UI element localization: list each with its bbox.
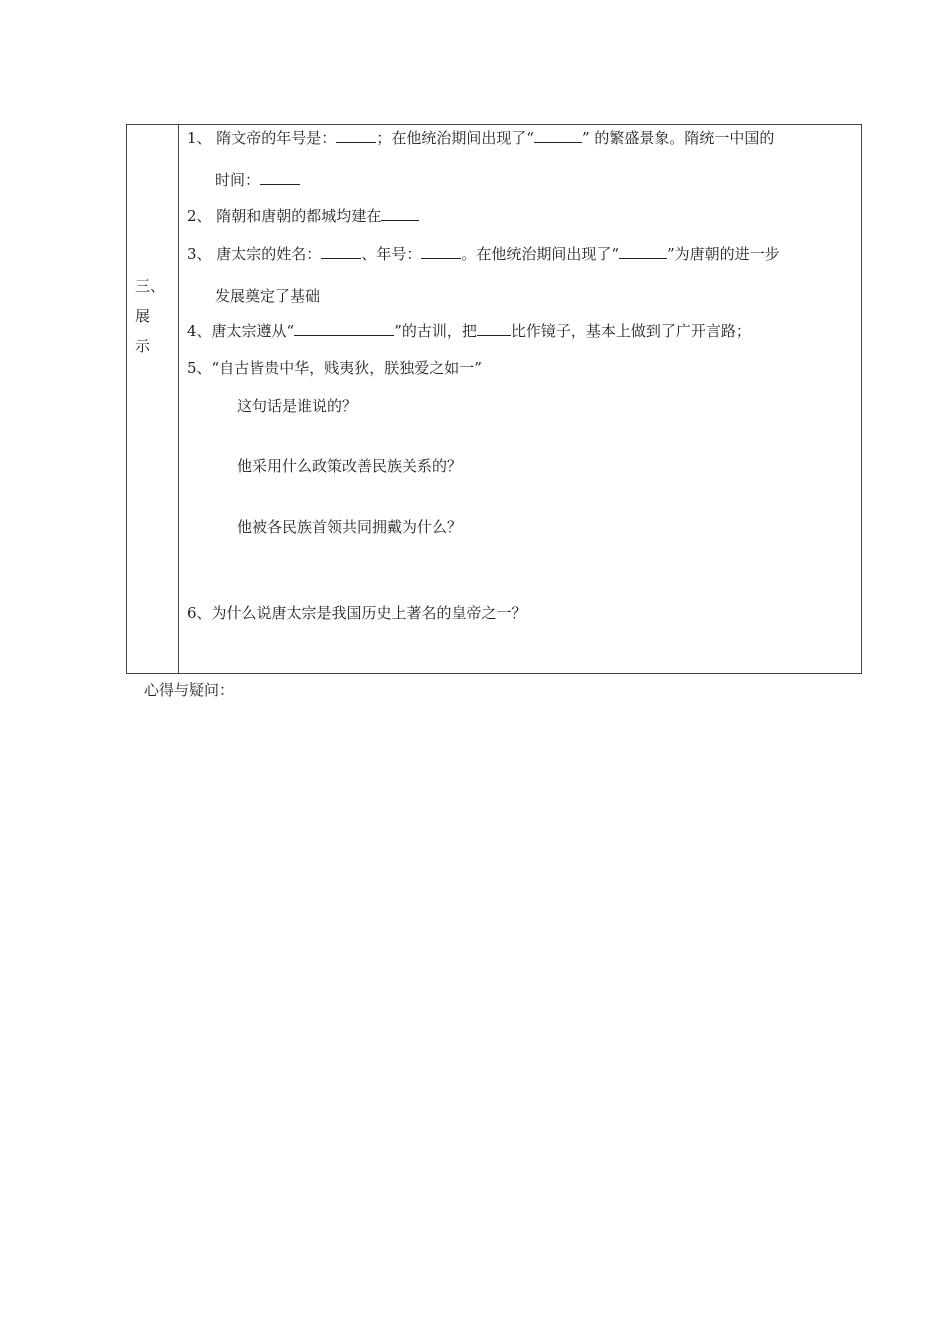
- question-4: [187, 321, 751, 341]
- section-title-char-1: 展: [135, 307, 151, 325]
- q5-text-a: 5、“自古皆贵中华，贱夷狄，朕独爱之如一”: [187, 359, 482, 377]
- q4-text-a: 4、唐太宗遵从“: [187, 322, 295, 340]
- q2-blank-capital[interactable]: [381, 206, 419, 221]
- question-5-sub-1: [237, 396, 357, 416]
- question-2: [187, 206, 419, 226]
- q5-sub-3-text: 他被各民族首领共同拥戴为什么？: [237, 518, 463, 536]
- section-label-cell: [127, 125, 179, 673]
- q5-sub-2-text: 他采用什么政策改善民族关系的？: [237, 457, 463, 475]
- q3-text-b: 、年号：: [361, 245, 422, 263]
- q4-text-b: ”的古训，把: [394, 322, 477, 340]
- q2-text-a: 2、 隋朝和唐朝的都城均建在: [187, 207, 382, 225]
- section-label: [135, 271, 171, 361]
- question-3-line-2: [215, 286, 320, 306]
- q3-text-e: 发展奠定了基础: [215, 287, 321, 305]
- q3-text-d: ”为唐朝的进一步: [667, 245, 780, 263]
- q3-blank-name[interactable]: [321, 244, 361, 259]
- q3-blank-reign[interactable]: [619, 244, 667, 259]
- q1-text-c: ” 的繁盛景象。隋统一中国的: [581, 129, 775, 147]
- q3-blank-era[interactable]: [421, 244, 461, 259]
- q1-blank-era[interactable]: [336, 128, 376, 143]
- q1-text-a: 1、 隋文帝的年号是：: [187, 129, 337, 147]
- question-1-line-1: [187, 128, 774, 148]
- question-5-sub-3: [237, 517, 462, 537]
- q4-text-c: 比作镜子，基本上做到了广开言路；: [510, 322, 751, 340]
- q1-blank-time[interactable]: [260, 170, 300, 185]
- section-number: 三、: [135, 277, 166, 295]
- q4-blank-mirror[interactable]: [477, 321, 511, 336]
- q4-blank-motto[interactable]: [294, 321, 394, 336]
- question-5: [187, 358, 482, 378]
- q5-sub-1-text: 这句话是谁说的？: [237, 397, 358, 415]
- notes-label: 心得与疑问：: [144, 681, 235, 699]
- section-title-char-2: 示: [135, 337, 151, 355]
- question-5-sub-2: [237, 456, 462, 476]
- q6-text-a: 6、为什么说唐太宗是我国历史上著名的皇帝之一？: [187, 604, 527, 622]
- question-6: [187, 603, 527, 623]
- q3-text-a: 3、 唐太宗的姓名：: [187, 245, 322, 263]
- question-3-line-1: [187, 244, 780, 264]
- q1-text-d: 时间：: [215, 171, 261, 189]
- q1-blank-prosperity[interactable]: [534, 128, 582, 143]
- q3-text-c: 。在他统治期间出现了“: [461, 245, 619, 263]
- question-1-line-2: [215, 170, 300, 190]
- q1-text-b: ；在他统治期间出现了“: [376, 129, 534, 147]
